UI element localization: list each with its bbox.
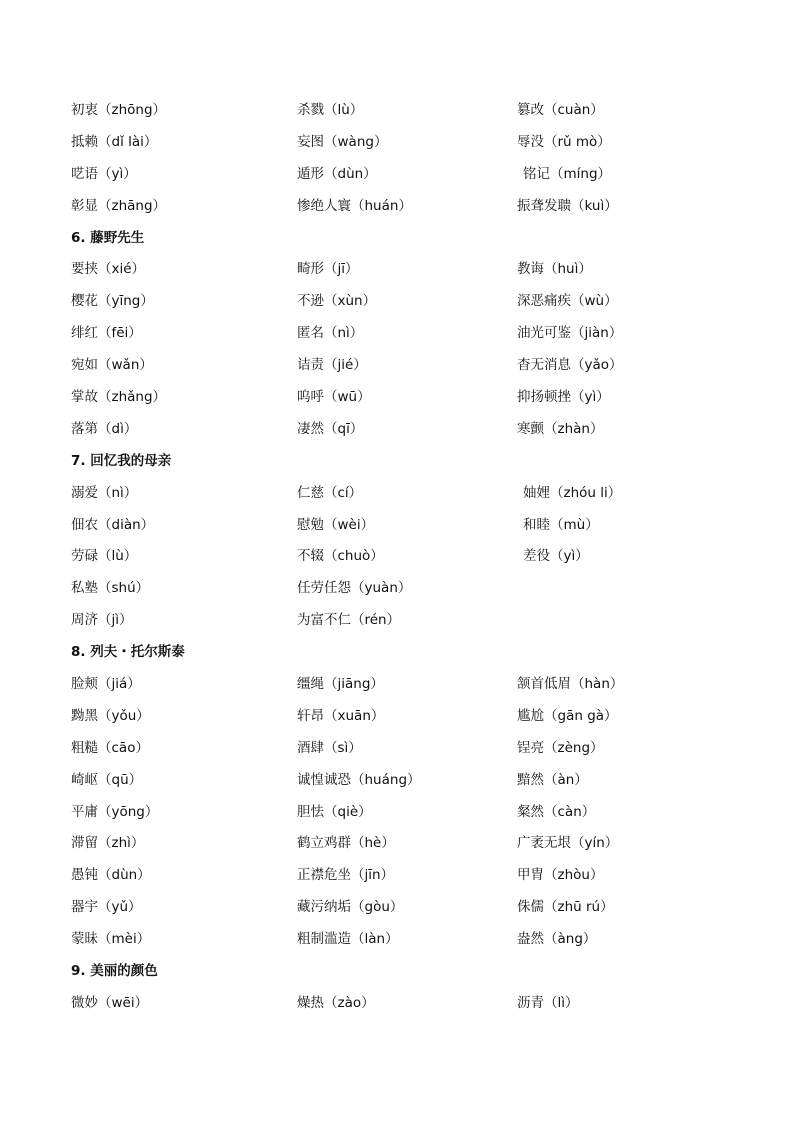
vocabulary-entry: 寒颤（zhàn） [517, 420, 604, 437]
vocabulary-entry: 鹤立鸡群（hè） [297, 835, 395, 852]
vocabulary-entry: 颔首低眉（hàn） [517, 676, 624, 693]
vocabulary-entry: 畸形（jī） [297, 261, 359, 278]
section-heading-row [71, 223, 751, 255]
vocabulary-entry: 慰勉（wèi） [297, 516, 375, 533]
vocabulary-entry: 绯红（fēi） [71, 325, 142, 342]
vocabulary-entry: 落第（dì） [71, 420, 138, 437]
vocabulary-entry: 诚惶诚恐（huáng） [297, 771, 421, 788]
vocabulary-row [71, 892, 751, 924]
vocabulary-row [71, 573, 751, 605]
vocabulary-entry: 周济（jì） [71, 612, 133, 629]
section-heading: 8. 列夫・托尔斯泰 [71, 644, 185, 661]
vocabulary-entry: 粗糙（cāo） [71, 739, 149, 756]
vocabulary-row [71, 159, 751, 191]
vocabulary-entry: 呜呼（wū） [297, 389, 371, 406]
vocabulary-entry: 私塾（shú） [71, 580, 150, 597]
vocabulary-entry: 正襟危坐（jīn） [297, 867, 395, 884]
vocabulary-entry: 愚钝（dùn） [71, 867, 151, 884]
section-heading-row [71, 956, 751, 988]
vocabulary-entry: 轩昂（xuān） [297, 707, 385, 724]
section-heading: 6. 藤野先生 [71, 229, 145, 246]
vocabulary-entry: 微妙（wēi） [71, 994, 149, 1011]
vocabulary-entry: 甲胄（zhòu） [517, 867, 604, 884]
vocabulary-entry: 油光可鉴（jiàn） [517, 325, 623, 342]
vocabulary-row [71, 318, 751, 350]
vocabulary-entry: 锃亮（zèng） [517, 739, 604, 756]
vocabulary-entry: 要挟（xié） [71, 261, 146, 278]
vocabulary-entry: 佃农（diàn） [71, 516, 155, 533]
vocabulary-entry: 崎岖（qū） [71, 771, 143, 788]
vocabulary-entry: 和睦（mù） [523, 516, 599, 533]
vocabulary-entry: 燥热（zào） [297, 994, 375, 1011]
vocabulary-entry: 妯娌（zhóu li） [523, 484, 622, 501]
vocabulary-entry: 彰显（zhāng） [71, 197, 167, 214]
vocabulary-entry: 杳无消息（yǎo） [517, 357, 623, 374]
vocabulary-row [71, 924, 751, 956]
vocabulary-entry: 黝黑（yǒu） [71, 707, 150, 724]
section-heading: 9. 美丽的颜色 [71, 963, 158, 980]
vocabulary-row [71, 254, 751, 286]
vocabulary-entry: 藏污纳垢（gòu） [297, 899, 404, 916]
vocabulary-row [71, 797, 751, 829]
vocabulary-row [71, 286, 751, 318]
vocabulary-entry: 脸颊（jiá） [71, 676, 141, 693]
vocabulary-entry: 粲然（càn） [517, 803, 596, 820]
vocabulary-row [71, 765, 751, 797]
vocabulary-row [71, 669, 751, 701]
vocabulary-entry: 杀戮（lù） [297, 102, 364, 118]
section-heading: 7. 回忆我的母亲 [71, 452, 172, 469]
vocabulary-entry: 教诲（huì） [517, 261, 592, 278]
vocabulary-entry: 樱花（yīng） [71, 293, 154, 310]
vocabulary-entry: 惨绝人寰（huán） [297, 197, 412, 214]
vocabulary-entry: 滞留（zhì） [71, 835, 145, 852]
vocabulary-entry: 抑扬顿挫（yì） [517, 389, 610, 406]
vocabulary-row [71, 95, 751, 127]
vocabulary-entry: 酒肆（sì） [297, 739, 362, 756]
vocabulary-entry: 妄图（wàng） [297, 133, 388, 150]
vocabulary-row [71, 478, 751, 510]
vocabulary-row [71, 382, 751, 414]
vocabulary-entry: 任劳任怨（yuàn） [297, 580, 412, 597]
vocabulary-row [71, 510, 751, 542]
vocabulary-entry: 凄然（qī） [297, 420, 364, 437]
vocabulary-entry: 溺爱（nì） [71, 484, 138, 501]
vocabulary-entry: 不辍（chuò） [297, 548, 384, 565]
section-heading-row [71, 637, 751, 669]
vocabulary-row [71, 414, 751, 446]
vocabulary-entry: 诘责（jié） [297, 357, 367, 374]
section-heading-row [71, 446, 751, 478]
vocabulary-entry: 抵赖（dǐ lài） [71, 133, 158, 150]
vocabulary-entry: 深恶痛疾（wù） [517, 293, 618, 310]
vocabulary-entry: 不逊（xùn） [297, 293, 377, 310]
vocabulary-row [71, 605, 751, 637]
vocabulary-row [71, 701, 751, 733]
vocabulary-entry: 沥青（lì） [517, 994, 579, 1011]
vocabulary-entry: 差役（yì） [523, 548, 589, 565]
vocabulary-entry: 辱没（rǔ mò） [517, 133, 611, 150]
vocabulary-entry: 黯然（àn） [517, 771, 588, 788]
vocabulary-entry: 蒙昧（mèi） [71, 931, 151, 948]
vocabulary-entry: 器宇（yǔ） [71, 899, 142, 916]
vocabulary-list [71, 95, 751, 1020]
vocabulary-entry: 粗制滥造（làn） [297, 931, 399, 948]
vocabulary-entry: 遁形（dùn） [297, 165, 377, 182]
vocabulary-row [71, 828, 751, 860]
vocabulary-entry: 匿名（nì） [297, 325, 364, 342]
vocabulary-row [71, 191, 751, 223]
vocabulary-entry: 为富不仁（rén） [297, 612, 401, 629]
vocabulary-row [71, 350, 751, 382]
vocabulary-row [71, 541, 751, 573]
vocabulary-entry: 盎然（àng） [517, 931, 597, 948]
vocabulary-row [71, 860, 751, 892]
vocabulary-row [71, 988, 751, 1020]
vocabulary-entry: 篡改（cuàn） [517, 102, 604, 118]
vocabulary-row [71, 127, 751, 159]
vocabulary-entry: 振聋发聩（kuì） [517, 197, 618, 214]
vocabulary-entry: 掌故（zhǎng） [71, 389, 167, 406]
vocabulary-entry: 广袤无垠（yín） [517, 835, 619, 852]
vocabulary-row [71, 733, 751, 765]
vocabulary-entry: 宛如（wǎn） [71, 357, 153, 374]
vocabulary-entry: 仁慈（cí） [297, 484, 363, 501]
vocabulary-entry: 呓语（yì） [71, 165, 137, 182]
vocabulary-entry: 铭记（míng） [523, 165, 612, 182]
vocabulary-entry: 平庸（yōng） [71, 803, 159, 820]
vocabulary-entry: 初衷（zhōng） [71, 102, 167, 118]
vocabulary-entry: 尴尬（gān gà） [517, 707, 618, 724]
vocabulary-entry: 劳碌（lù） [71, 548, 138, 565]
vocabulary-entry: 胆怯（qiè） [297, 803, 372, 820]
vocabulary-entry: 侏儒（zhū rú） [517, 899, 614, 916]
vocabulary-entry: 缰绳（jiāng） [297, 676, 384, 693]
